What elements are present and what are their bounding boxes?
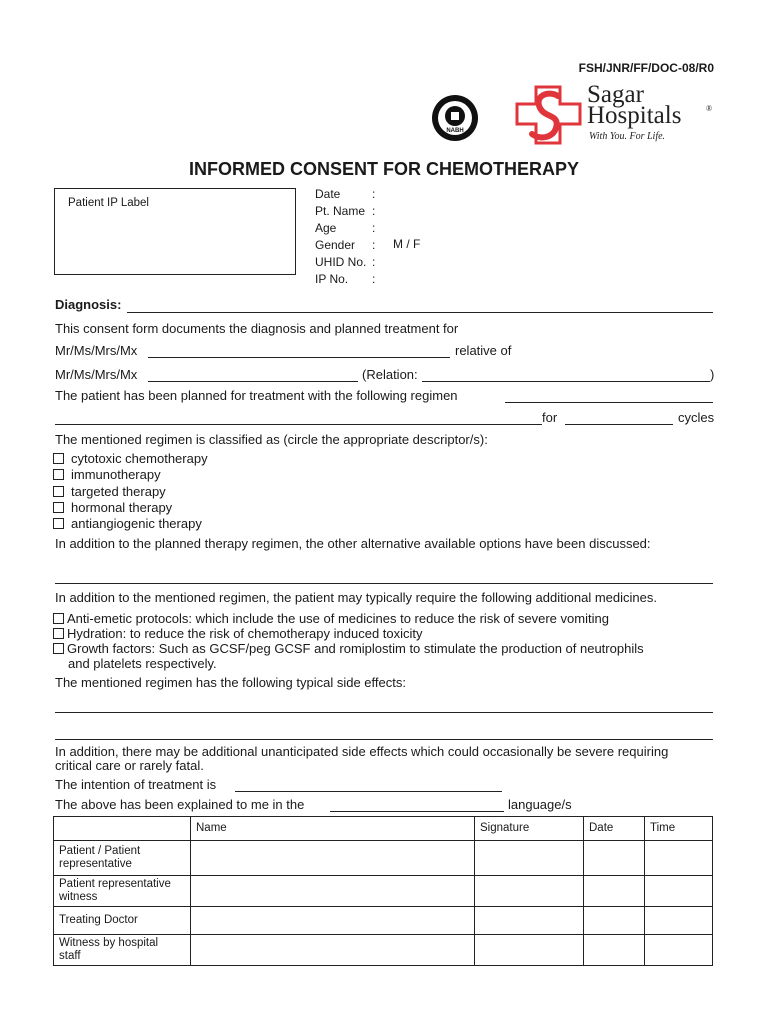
patient-name-field[interactable]	[148, 357, 450, 358]
checkbox-icon[interactable]	[53, 502, 64, 513]
info-colon: :	[372, 238, 376, 252]
signature-cell[interactable]	[475, 876, 584, 907]
regimen-option-label: targeted therapy	[71, 484, 166, 499]
date-cell[interactable]	[584, 907, 645, 935]
checkbox-icon[interactable]	[53, 518, 64, 529]
row-label	[54, 876, 191, 907]
treatment-intention-field[interactable]	[235, 791, 502, 792]
relation-label: (Relation:	[362, 367, 418, 382]
info-label-age: Age	[315, 221, 337, 235]
info-colon: :	[372, 255, 376, 269]
unanticipated-text-line2: critical care or rarely fatal.	[55, 758, 204, 773]
patient-ip-label-box	[54, 188, 296, 275]
relation-close: )	[710, 367, 715, 382]
time-cell[interactable]	[645, 907, 713, 935]
gender-options[interactable]: M / F	[393, 237, 421, 251]
language-suffix: language/s	[508, 797, 572, 812]
checkbox-icon[interactable]	[53, 469, 64, 480]
signature-cell[interactable]	[475, 841, 584, 876]
language-field[interactable]	[330, 811, 504, 812]
date-cell[interactable]	[584, 935, 645, 966]
row-label-line: Patient / Patient	[59, 845, 141, 857]
additional-medicine-item[interactable]	[53, 626, 423, 641]
table-header: Signature	[475, 817, 584, 841]
info-colon: :	[372, 272, 376, 286]
signature-cell[interactable]	[475, 907, 584, 935]
document-code: FSH/JNR/FF/DOC-08/R0	[578, 61, 714, 75]
logo-registered-mark: ®	[706, 104, 713, 113]
nabh-badge-text: NABH	[446, 128, 464, 134]
regimen-field[interactable]	[505, 402, 713, 403]
regimen-option-label: cytotoxic chemotherapy	[71, 451, 208, 466]
additional-medicines-text: In addition to the mentioned regimen, the patient may typically require the following additional medicines.	[55, 590, 657, 605]
relative-of-label: relative of	[455, 343, 512, 358]
row-label-line: witness	[59, 891, 98, 903]
table-header: Date	[584, 817, 645, 841]
cycles-label: cycles	[678, 410, 715, 425]
name-cell[interactable]	[191, 907, 475, 935]
info-label-name: Pt. Name	[315, 204, 366, 218]
sagar-hospitals-logo-icon	[514, 84, 584, 146]
row-label-line: representative	[59, 858, 132, 870]
explained-language-label: The above has been explained to me in the	[55, 797, 305, 812]
relative-name-prefix: Mr/Ms/Mrs/Mx	[55, 367, 138, 382]
name-cell[interactable]	[191, 935, 475, 966]
additional-medicine-item[interactable]	[53, 611, 609, 626]
additional-medicine-label: Growth factors: Such as GCSF/peg GCSF and romiplostim to stimulate the production of neutrophils	[67, 641, 644, 656]
additional-medicine-label: Anti-emetic protocols: which include the use of medicines to reduce the risk of severe vomiting	[67, 611, 609, 626]
row-label-line: Treating Doctor	[59, 914, 138, 926]
diagnosis-field[interactable]	[127, 312, 713, 313]
row-label	[54, 841, 191, 876]
checkbox-icon[interactable]	[53, 628, 64, 639]
info-label-date: Date	[315, 187, 341, 201]
side-effects-text: The mentioned regimen has the following typical side effects:	[55, 675, 406, 690]
table-header: Time	[645, 817, 713, 841]
time-cell[interactable]	[645, 935, 713, 966]
classification-text: The mentioned regimen is classified as (circle the appropriate descriptor/s):	[55, 432, 488, 447]
table-row	[54, 935, 713, 966]
additional-medicine-continued: and platelets respectively.	[68, 656, 217, 671]
time-cell[interactable]	[645, 876, 713, 907]
signature-table	[53, 816, 713, 966]
regimen-option[interactable]	[53, 451, 208, 466]
consent-intro-text: This consent form documents the diagnosis and planned treatment for	[55, 321, 459, 336]
time-cell[interactable]	[645, 841, 713, 876]
additional-medicine-item[interactable]	[53, 641, 644, 656]
signature-cell[interactable]	[475, 935, 584, 966]
info-colon: :	[372, 221, 376, 235]
table-header	[54, 817, 191, 841]
row-label-line: Witness by hospital	[59, 937, 159, 949]
regimen-field-continued[interactable]	[55, 424, 542, 425]
regimen-option[interactable]	[53, 467, 161, 482]
regimen-option[interactable]	[53, 500, 172, 515]
table-header-row	[54, 817, 713, 841]
side-effects-field[interactable]	[55, 739, 713, 740]
checkbox-icon[interactable]	[53, 453, 64, 464]
row-label	[54, 907, 191, 935]
logo-tagline: With You. For Life.	[589, 131, 666, 142]
for-label: for	[542, 410, 558, 425]
planned-treatment-text: The patient has been planned for treatment with the following regimen	[55, 388, 458, 403]
name-cell[interactable]	[191, 876, 475, 907]
relation-field[interactable]	[422, 381, 710, 382]
regimen-option[interactable]	[53, 516, 202, 531]
regimen-option-label: hormonal therapy	[71, 500, 173, 515]
treatment-intention-label: The intention of treatment is	[55, 777, 217, 792]
date-cell[interactable]	[584, 841, 645, 876]
row-label-line: staff	[59, 950, 81, 962]
checkbox-icon[interactable]	[53, 613, 64, 624]
alternatives-text: In addition to the planned therapy regimen, the other alternative available options have been discussed:	[55, 536, 651, 551]
row-label	[54, 935, 191, 966]
info-label-ip-no: IP No.	[315, 272, 349, 286]
logo-line2: Hospitals	[587, 102, 682, 129]
name-cell[interactable]	[191, 841, 475, 876]
checkbox-icon[interactable]	[53, 486, 64, 497]
patient-ip-label: Patient IP Label	[68, 197, 149, 209]
unanticipated-text-line1: In addition, there may be additional unanticipated side effects which could occasionally be severe requiring	[55, 744, 669, 759]
patient-name-prefix: Mr/Ms/Mrs/Mx	[55, 343, 138, 358]
info-label-uhid: UHID No.	[315, 255, 367, 269]
additional-medicine-label: Hydration: to reduce the risk of chemotherapy induced toxicity	[67, 626, 423, 641]
row-label-line: Patient representative	[59, 878, 171, 890]
regimen-option-label: antiangiogenic therapy	[71, 516, 202, 531]
info-label-gender: Gender	[315, 238, 356, 252]
diagnosis-label: Diagnosis:	[55, 297, 122, 312]
regimen-option-label: immunotherapy	[71, 467, 161, 482]
page-title: INFORMED CONSENT FOR CHEMOTHERAPY	[188, 159, 579, 179]
table-row	[54, 907, 713, 935]
table-header: Name	[191, 817, 475, 841]
nabh-accreditation-badge	[431, 94, 479, 142]
alternatives-field[interactable]	[55, 583, 713, 584]
table-row	[54, 841, 713, 876]
relative-name-field[interactable]	[148, 381, 358, 382]
date-cell[interactable]	[584, 876, 645, 907]
logo-line1: Sagar	[587, 81, 644, 108]
info-colon: :	[372, 187, 376, 201]
cycles-count-field[interactable]	[565, 424, 673, 425]
regimen-option[interactable]	[53, 484, 166, 499]
side-effects-field[interactable]	[55, 712, 713, 713]
info-colon: :	[372, 204, 376, 218]
checkbox-icon[interactable]	[53, 643, 64, 654]
table-row	[54, 876, 713, 907]
